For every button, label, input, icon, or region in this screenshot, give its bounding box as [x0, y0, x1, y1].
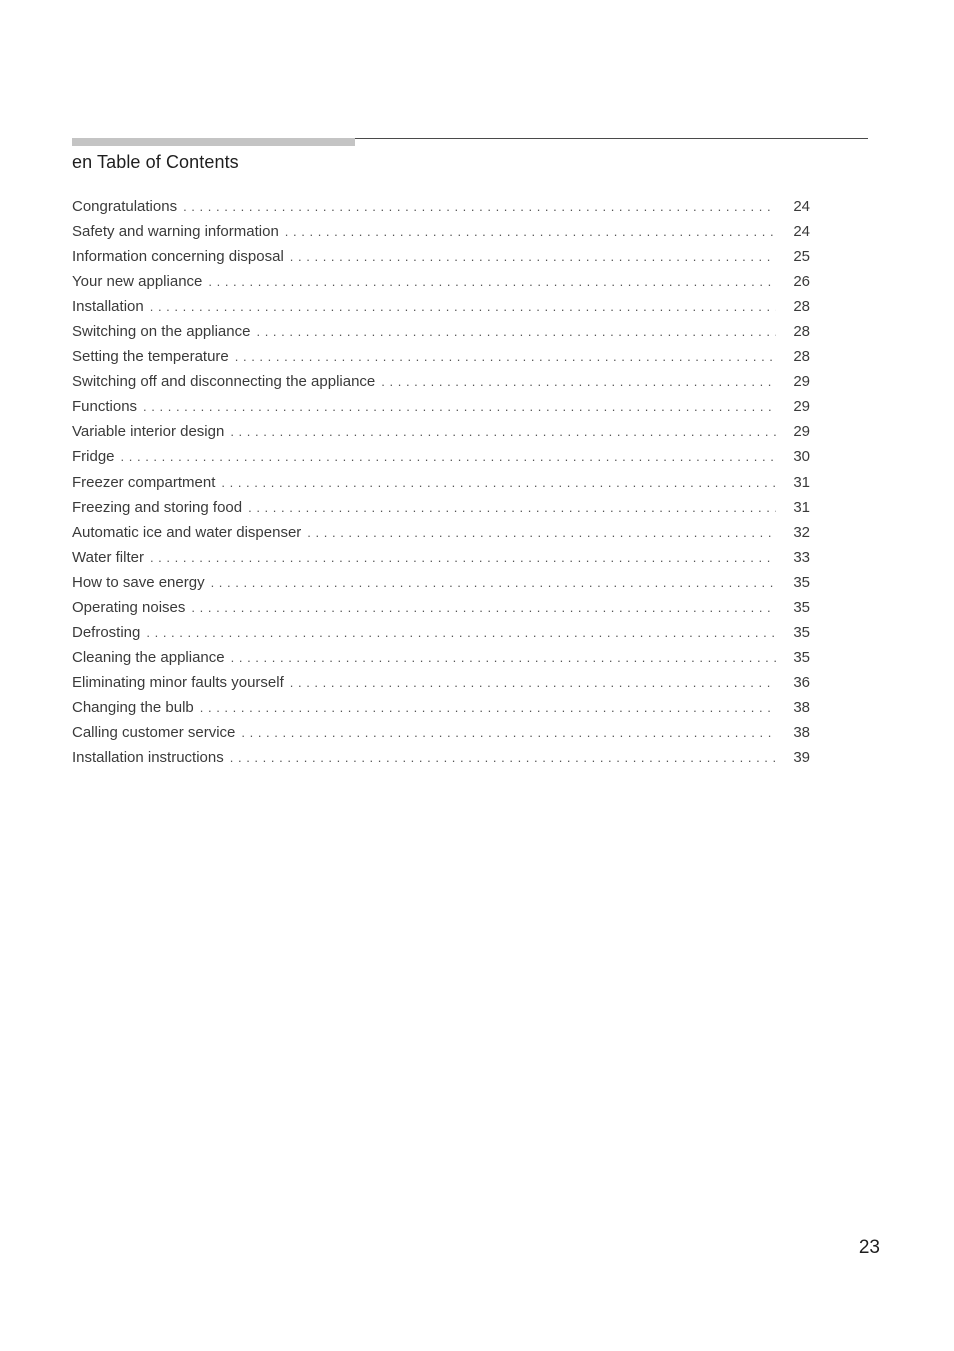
toc-entry[interactable] [72, 470, 810, 495]
toc-entry-page: 35 [793, 648, 810, 666]
toc-leader-dots [241, 720, 776, 745]
toc-leader-dots [121, 444, 776, 469]
toc-entry-title: Your new appliance [72, 273, 203, 291]
toc-entry-page: 24 [793, 223, 810, 241]
toc-leader-dots [235, 344, 776, 369]
toc-entry[interactable] [72, 570, 810, 595]
toc-entry-page: 39 [793, 749, 810, 767]
toc-entry-title: Freezing and storing food [72, 498, 243, 516]
toc-entry-page: 38 [793, 698, 810, 716]
toc-leader-dots [230, 745, 776, 770]
toc-entry-title: Setting the temperature [72, 348, 229, 366]
toc-leader-dots [191, 595, 776, 620]
toc-entry[interactable] [72, 394, 810, 419]
toc-leader-dots [230, 419, 776, 444]
toc-leader-dots [183, 194, 776, 219]
page-number: 23 [858, 1237, 880, 1258]
toc-entry-title: Eliminating minor faults yourself [72, 673, 284, 691]
toc-entry[interactable] [72, 194, 810, 219]
toc-entry-title: Installation [72, 298, 144, 316]
toc-entry-title: Water filter [72, 548, 144, 566]
toc-entry-title: Calling customer service [72, 723, 236, 741]
toc-leader-dots [150, 294, 776, 319]
toc-entry[interactable] [72, 219, 810, 244]
toc-entry-page: 35 [793, 623, 810, 641]
toc-entry[interactable] [72, 520, 810, 545]
toc-entry-page: 35 [793, 573, 810, 591]
toc-entry-title: How to save energy [72, 573, 205, 591]
toc-entry-title: Installation instructions [72, 749, 224, 767]
toc-entry-page: 29 [793, 373, 810, 391]
toc-entry[interactable] [72, 670, 810, 695]
toc-entry-title: Congratulations [72, 198, 178, 215]
toc-entry-page: 26 [793, 273, 810, 291]
toc-entry[interactable] [72, 419, 810, 444]
toc-entry[interactable] [72, 444, 810, 469]
toc-entry-page: 29 [793, 398, 810, 416]
toc-entry-page: 24 [793, 198, 810, 215]
toc-leader-dots [143, 394, 776, 419]
toc-entry[interactable] [72, 545, 810, 570]
toc-heading: en Table of Contents [72, 152, 239, 172]
toc-leader-dots [248, 495, 776, 520]
toc-entry-page: 29 [793, 423, 810, 441]
toc-entry[interactable] [72, 244, 810, 269]
toc-entry-title: Freezer compartment [72, 473, 216, 491]
toc-entry-title: Switching on the appliance [72, 323, 251, 341]
toc-leader-dots [211, 570, 776, 595]
toc-entry-title: Information concerning disposal [72, 248, 284, 266]
toc-entry[interactable] [72, 369, 810, 394]
toc-entry[interactable] [72, 319, 810, 344]
toc-entry-title: Functions [72, 398, 138, 416]
toc-entry-page: 31 [793, 498, 810, 516]
toc-entry[interactable] [72, 745, 810, 770]
toc-entry-page: 28 [793, 348, 810, 366]
toc-entry-title: Automatic ice and water dispenser [72, 523, 302, 541]
toc-entry[interactable] [72, 294, 810, 319]
toc-entry[interactable] [72, 344, 810, 369]
toc-entry-title: Switching off and disconnecting the appliance [72, 373, 376, 391]
toc-entry[interactable] [72, 620, 810, 645]
toc-entry-title: Fridge [72, 448, 115, 466]
toc-entry-title: Safety and warning information [72, 223, 279, 241]
toc-leader-dots [150, 545, 776, 570]
toc-leader-dots [146, 620, 776, 645]
toc-entry[interactable] [72, 695, 810, 720]
toc-entry[interactable] [72, 269, 810, 294]
toc-leader-dots [208, 269, 776, 294]
toc-entry-title: Changing the bulb [72, 698, 194, 716]
toc-leader-dots [231, 645, 776, 670]
toc-entry-page: 31 [793, 473, 810, 491]
toc-leader-dots [256, 319, 776, 344]
toc-entry-page: 33 [793, 548, 810, 566]
toc-entry-title: Operating noises [72, 598, 186, 616]
toc-entry-title: Defrosting [72, 623, 141, 641]
toc-entry-page: 28 [793, 323, 810, 341]
toc-leader-dots [307, 520, 776, 545]
toc-entry[interactable] [72, 495, 810, 520]
toc-leader-dots [381, 369, 776, 394]
toc-entry-page: 32 [793, 523, 810, 541]
toc-entry[interactable] [72, 720, 810, 745]
toc-leader-dots [221, 470, 776, 495]
toc-entry-title: Cleaning the appliance [72, 648, 225, 666]
toc-entry-page: 30 [793, 448, 810, 466]
toc-leader-dots [290, 670, 776, 695]
header-tab-bar [72, 138, 355, 146]
toc-entry-page: 38 [793, 723, 810, 741]
toc-entry-page: 28 [793, 298, 810, 316]
toc-leader-dots [285, 219, 776, 244]
toc-entry[interactable] [72, 595, 810, 620]
toc-leader-dots [200, 695, 776, 720]
toc-entry-title: Variable interior design [72, 423, 225, 441]
toc-list [72, 194, 810, 770]
toc-entry-page: 36 [793, 673, 810, 691]
toc-entry-page: 35 [793, 598, 810, 616]
toc-leader-dots [290, 244, 776, 269]
toc-entry[interactable] [72, 645, 810, 670]
toc-entry-page: 25 [793, 248, 810, 266]
